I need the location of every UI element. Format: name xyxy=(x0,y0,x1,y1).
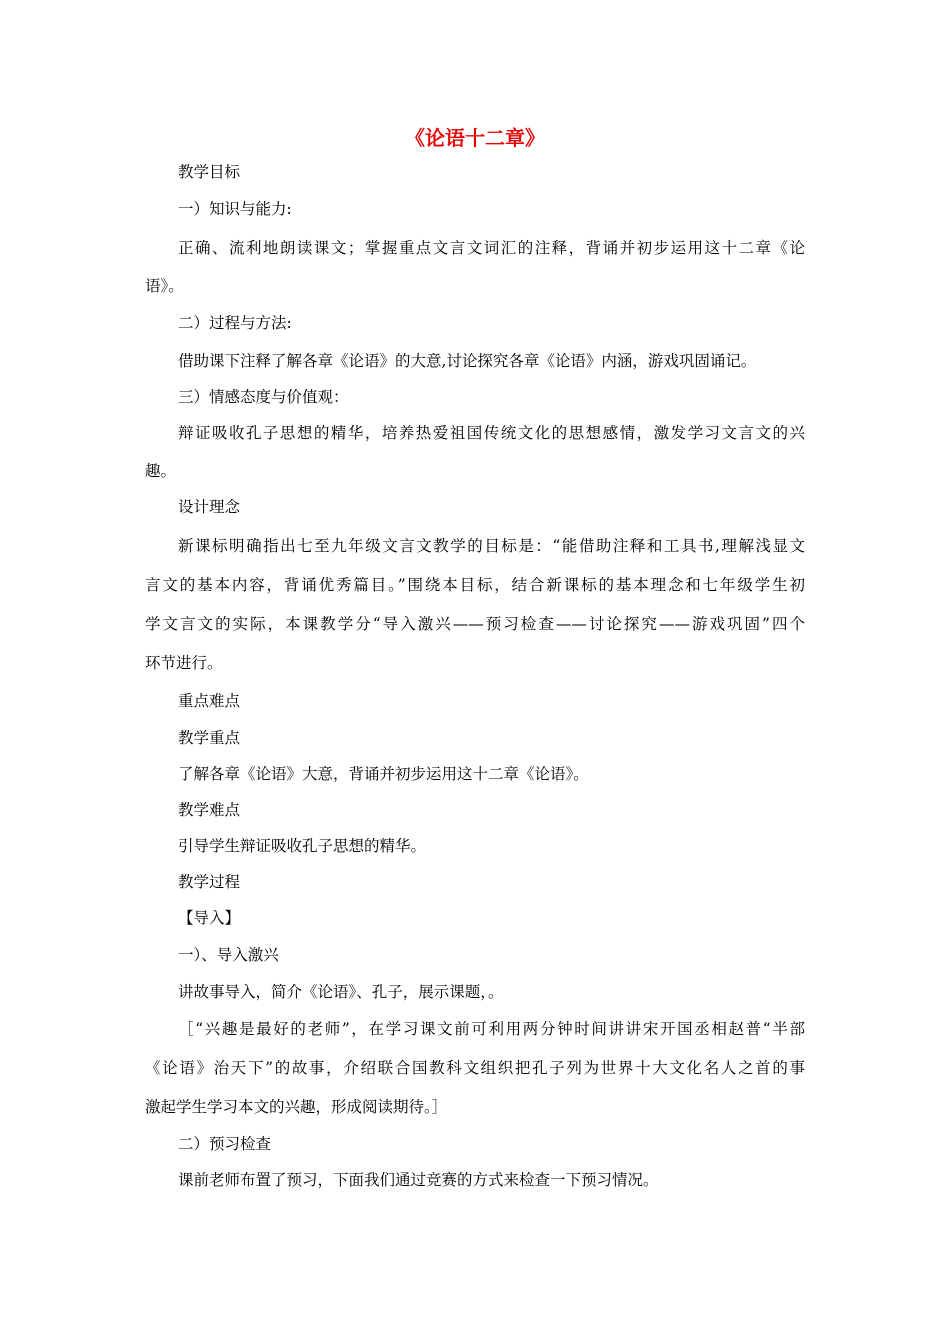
section-heading-teaching-process: 教学过程 xyxy=(178,873,241,891)
paragraph-line: 趣。 xyxy=(145,462,177,480)
paragraph-line: 讲故事导入，简介《论语》、孔子，展示课题，。 xyxy=(178,983,504,1001)
section-heading-design-concept: 设计理念 xyxy=(178,498,241,516)
subheading-introduction: 【导入】 xyxy=(178,909,241,927)
paragraph-line: 了解各章《论语》大意，背诵并初步运用这十二章《论语》。 xyxy=(178,765,589,783)
paragraph-line: 辩证吸收孔子思想的精华，培养热爱祖国传统文化的思想感情，激发学习文言文的兴 xyxy=(178,424,805,442)
paragraph-line: 课前老师布置了预习，下面我们通过竞赛的方式来检查一下预习情况。 xyxy=(178,1171,659,1189)
subheading-teaching-focus: 教学重点 xyxy=(178,729,241,747)
paragraph-line: 新课标明确指出七至九年级文言文教学的目标是：“能借助注释和工具书,理解浅显文 xyxy=(178,537,805,555)
paragraph-line: 引导学生辩证吸收孔子思想的精华。 xyxy=(178,837,427,855)
paragraph-line: 借助课下注释了解各章《论语》的大意,讨论探究各章《论语》内涵，游戏巩固诵记。 xyxy=(178,352,757,370)
paragraph-line: 激起学生学习本文的兴趣，形成阅读期待。］ xyxy=(145,1098,448,1116)
section-heading-teaching-goals: 教学目标 xyxy=(178,163,241,181)
section-heading-key-points: 重点难点 xyxy=(178,692,241,710)
subheading-emotion-values: 三）情感态度与价值观： xyxy=(178,388,349,406)
subheading-teaching-difficulty: 教学难点 xyxy=(178,801,241,819)
paragraph-line: 环节进行。 xyxy=(145,654,223,672)
paragraph-line: 言文的基本内容，背诵优秀篇目。”围绕本目标，结合新课标的基本理念和七年级学生初 xyxy=(145,576,805,594)
paragraph-line: 语》。 xyxy=(145,277,184,295)
document-title: 《论语十二章》 xyxy=(405,126,545,150)
paragraph-line: 学文言文的实际，本课教学分“导入激兴——预习检查——讨论探究——游戏巩固”四个 xyxy=(145,615,805,633)
subheading-lead-in: 一）、导入激兴 xyxy=(178,946,279,964)
paragraph-line: 《论语》治天下”的故事，介绍联合国教科文组织把孔子列为世界十大文化名人之首的事 xyxy=(145,1059,805,1077)
subheading-knowledge-ability: 一）知识与能力: xyxy=(178,200,292,218)
paragraph-line: 正确、流利地朗读课文；掌握重点文言文词汇的注释，背诵并初步运用这十二章《论 xyxy=(178,239,805,257)
subheading-process-method: 二）过程与方法: xyxy=(178,314,292,332)
paragraph-line: ［“兴趣是最好的老师”，在学习课文前可利用两分钟时间讲讲宋开国丞相赵普“半部 xyxy=(178,1020,805,1038)
subheading-preview-check: 二）预习检查 xyxy=(178,1135,272,1153)
